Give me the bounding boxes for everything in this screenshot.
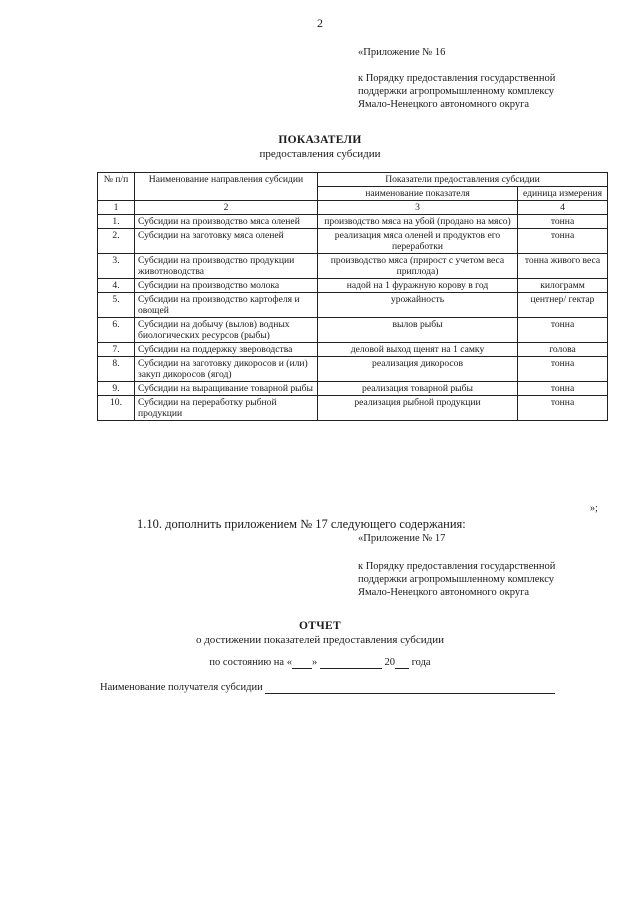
row-direction: Субсидии на производство продукции животноводства	[135, 254, 318, 279]
row-num: 6.	[98, 318, 135, 343]
row-indicator: производство мяса (прирост с учетом веса приплода)	[318, 254, 518, 279]
row-num: 8.	[98, 357, 135, 382]
row-indicator: производство мяса на убой (продано на мясо)	[318, 215, 518, 229]
row-direction: Субсидии на выращивание товарной рыбы	[135, 382, 318, 396]
row-unit: тонна	[518, 318, 608, 343]
row-unit: тонна	[518, 396, 608, 421]
table-row	[98, 343, 608, 357]
row-unit: тонна	[518, 215, 608, 229]
row-unit: центнер/ гектар	[518, 293, 608, 318]
header-indicators-group: Показатели предоставления субсидии	[318, 173, 608, 187]
row-direction: Субсидии на переработку рыбной продукции	[135, 396, 318, 421]
indicators-title: ПОКАЗАТЕЛИ	[278, 134, 362, 146]
table-colnum-row	[98, 201, 608, 215]
table-header-row	[98, 173, 608, 187]
row-num: 10.	[98, 396, 135, 421]
table-closing-mark: »;	[590, 503, 598, 514]
table-row	[98, 254, 608, 279]
row-unit: тонна живого веса	[518, 254, 608, 279]
recipient-row	[100, 682, 555, 694]
row-indicator: вылов рыбы	[318, 318, 518, 343]
row-indicator: деловой выход щенят на 1 самку	[318, 343, 518, 357]
asof-year-prefix: 20	[384, 657, 395, 668]
annex-16-line2: поддержки агропромышленному комплексу	[358, 86, 555, 97]
indicators-table	[97, 172, 608, 421]
row-indicator: урожайность	[318, 293, 518, 318]
page-number: 2	[317, 16, 323, 30]
annex-17-line1: к Порядку предоставления государственной	[358, 561, 556, 572]
asof-mid: »	[311, 657, 318, 668]
annex-17-title: «Приложение № 17	[358, 533, 446, 544]
colnum-cell: 1	[98, 201, 135, 215]
report-subtitle: о достижении показателей предоставления субсидии	[195, 634, 445, 646]
row-direction: Субсидии на производство мяса оленей	[135, 215, 318, 229]
colnum-cell: 4	[518, 201, 608, 215]
row-indicator: реализация товарной рыбы	[318, 382, 518, 396]
table-row	[98, 382, 608, 396]
header-direction: Наименование направления субсидии	[135, 173, 318, 201]
row-unit: тонна	[518, 229, 608, 254]
report-title: ОТЧЕТ	[299, 620, 341, 632]
table-row	[98, 215, 608, 229]
table-row	[98, 229, 608, 254]
annex-17-block	[358, 532, 555, 599]
row-direction: Субсидии на производство картофеля и овощей	[135, 293, 318, 318]
asof-suffix: года	[411, 657, 431, 668]
row-indicator: реализация рыбной продукции	[318, 396, 518, 421]
table-row	[98, 318, 608, 343]
annex-16-block	[358, 46, 555, 111]
indicators-subtitle: предоставления субсидии	[259, 148, 381, 160]
annex-17-line3: Ямало-Ненецкого автономного округа	[358, 587, 530, 598]
row-num: 7.	[98, 343, 135, 357]
row-direction: Субсидии на производство молока	[135, 279, 318, 293]
recipient-label: Наименование получателя субсидии	[100, 682, 263, 693]
row-num: 3.	[98, 254, 135, 279]
header-num: № п/п	[98, 173, 135, 201]
recipient-field[interactable]	[265, 682, 555, 694]
row-num: 5.	[98, 293, 135, 318]
asof-prefix: по состоянию на «	[209, 657, 292, 668]
colnum-cell: 2	[135, 201, 318, 215]
annex-16-line1: к Порядку предоставления государственной	[358, 73, 556, 84]
row-num: 4.	[98, 279, 135, 293]
row-indicator: реализация мяса оленей и продуктов его переработки	[318, 229, 518, 254]
header-indicator-name: наименование показателя	[318, 187, 518, 201]
row-unit: голова	[518, 343, 608, 357]
table-row	[98, 396, 608, 421]
row-direction: Субсидии на заготовку мяса оленей	[135, 229, 318, 254]
month-field[interactable]	[320, 657, 382, 669]
colnum-cell: 3	[318, 201, 518, 215]
year-field[interactable]	[395, 657, 409, 669]
row-direction: Субсидии на поддержку звероводства	[135, 343, 318, 357]
table-row	[98, 293, 608, 318]
row-unit: тонна	[518, 357, 608, 382]
row-num: 2.	[98, 229, 135, 254]
header-unit: единица измерения	[518, 187, 608, 201]
amendment-point: 1.10. дополнить приложением № 17 следующего содержания:	[137, 517, 466, 531]
row-num: 1.	[98, 215, 135, 229]
row-indicator: реализация дикоросов	[318, 357, 518, 382]
row-direction: Субсидии на добычу (вылов) водных биологических ресурсов (рыбы)	[135, 318, 318, 343]
table-row	[98, 357, 608, 382]
annex-16-title: «Приложение № 16	[358, 47, 446, 58]
row-num: 9.	[98, 382, 135, 396]
report-as-of-date	[0, 657, 640, 669]
annex-17-line2: поддержки агропромышленному комплексу	[358, 574, 555, 585]
row-unit: тонна	[518, 382, 608, 396]
day-field[interactable]	[292, 657, 312, 669]
annex-16-line3: Ямало-Ненецкого автономного округа	[358, 99, 530, 110]
row-indicator: надой на 1 фуражную корову в год	[318, 279, 518, 293]
table-row	[98, 279, 608, 293]
row-direction: Субсидии на заготовку дикоросов и (или) закуп дикоросов (ягод)	[135, 357, 318, 382]
row-unit: килограмм	[518, 279, 608, 293]
